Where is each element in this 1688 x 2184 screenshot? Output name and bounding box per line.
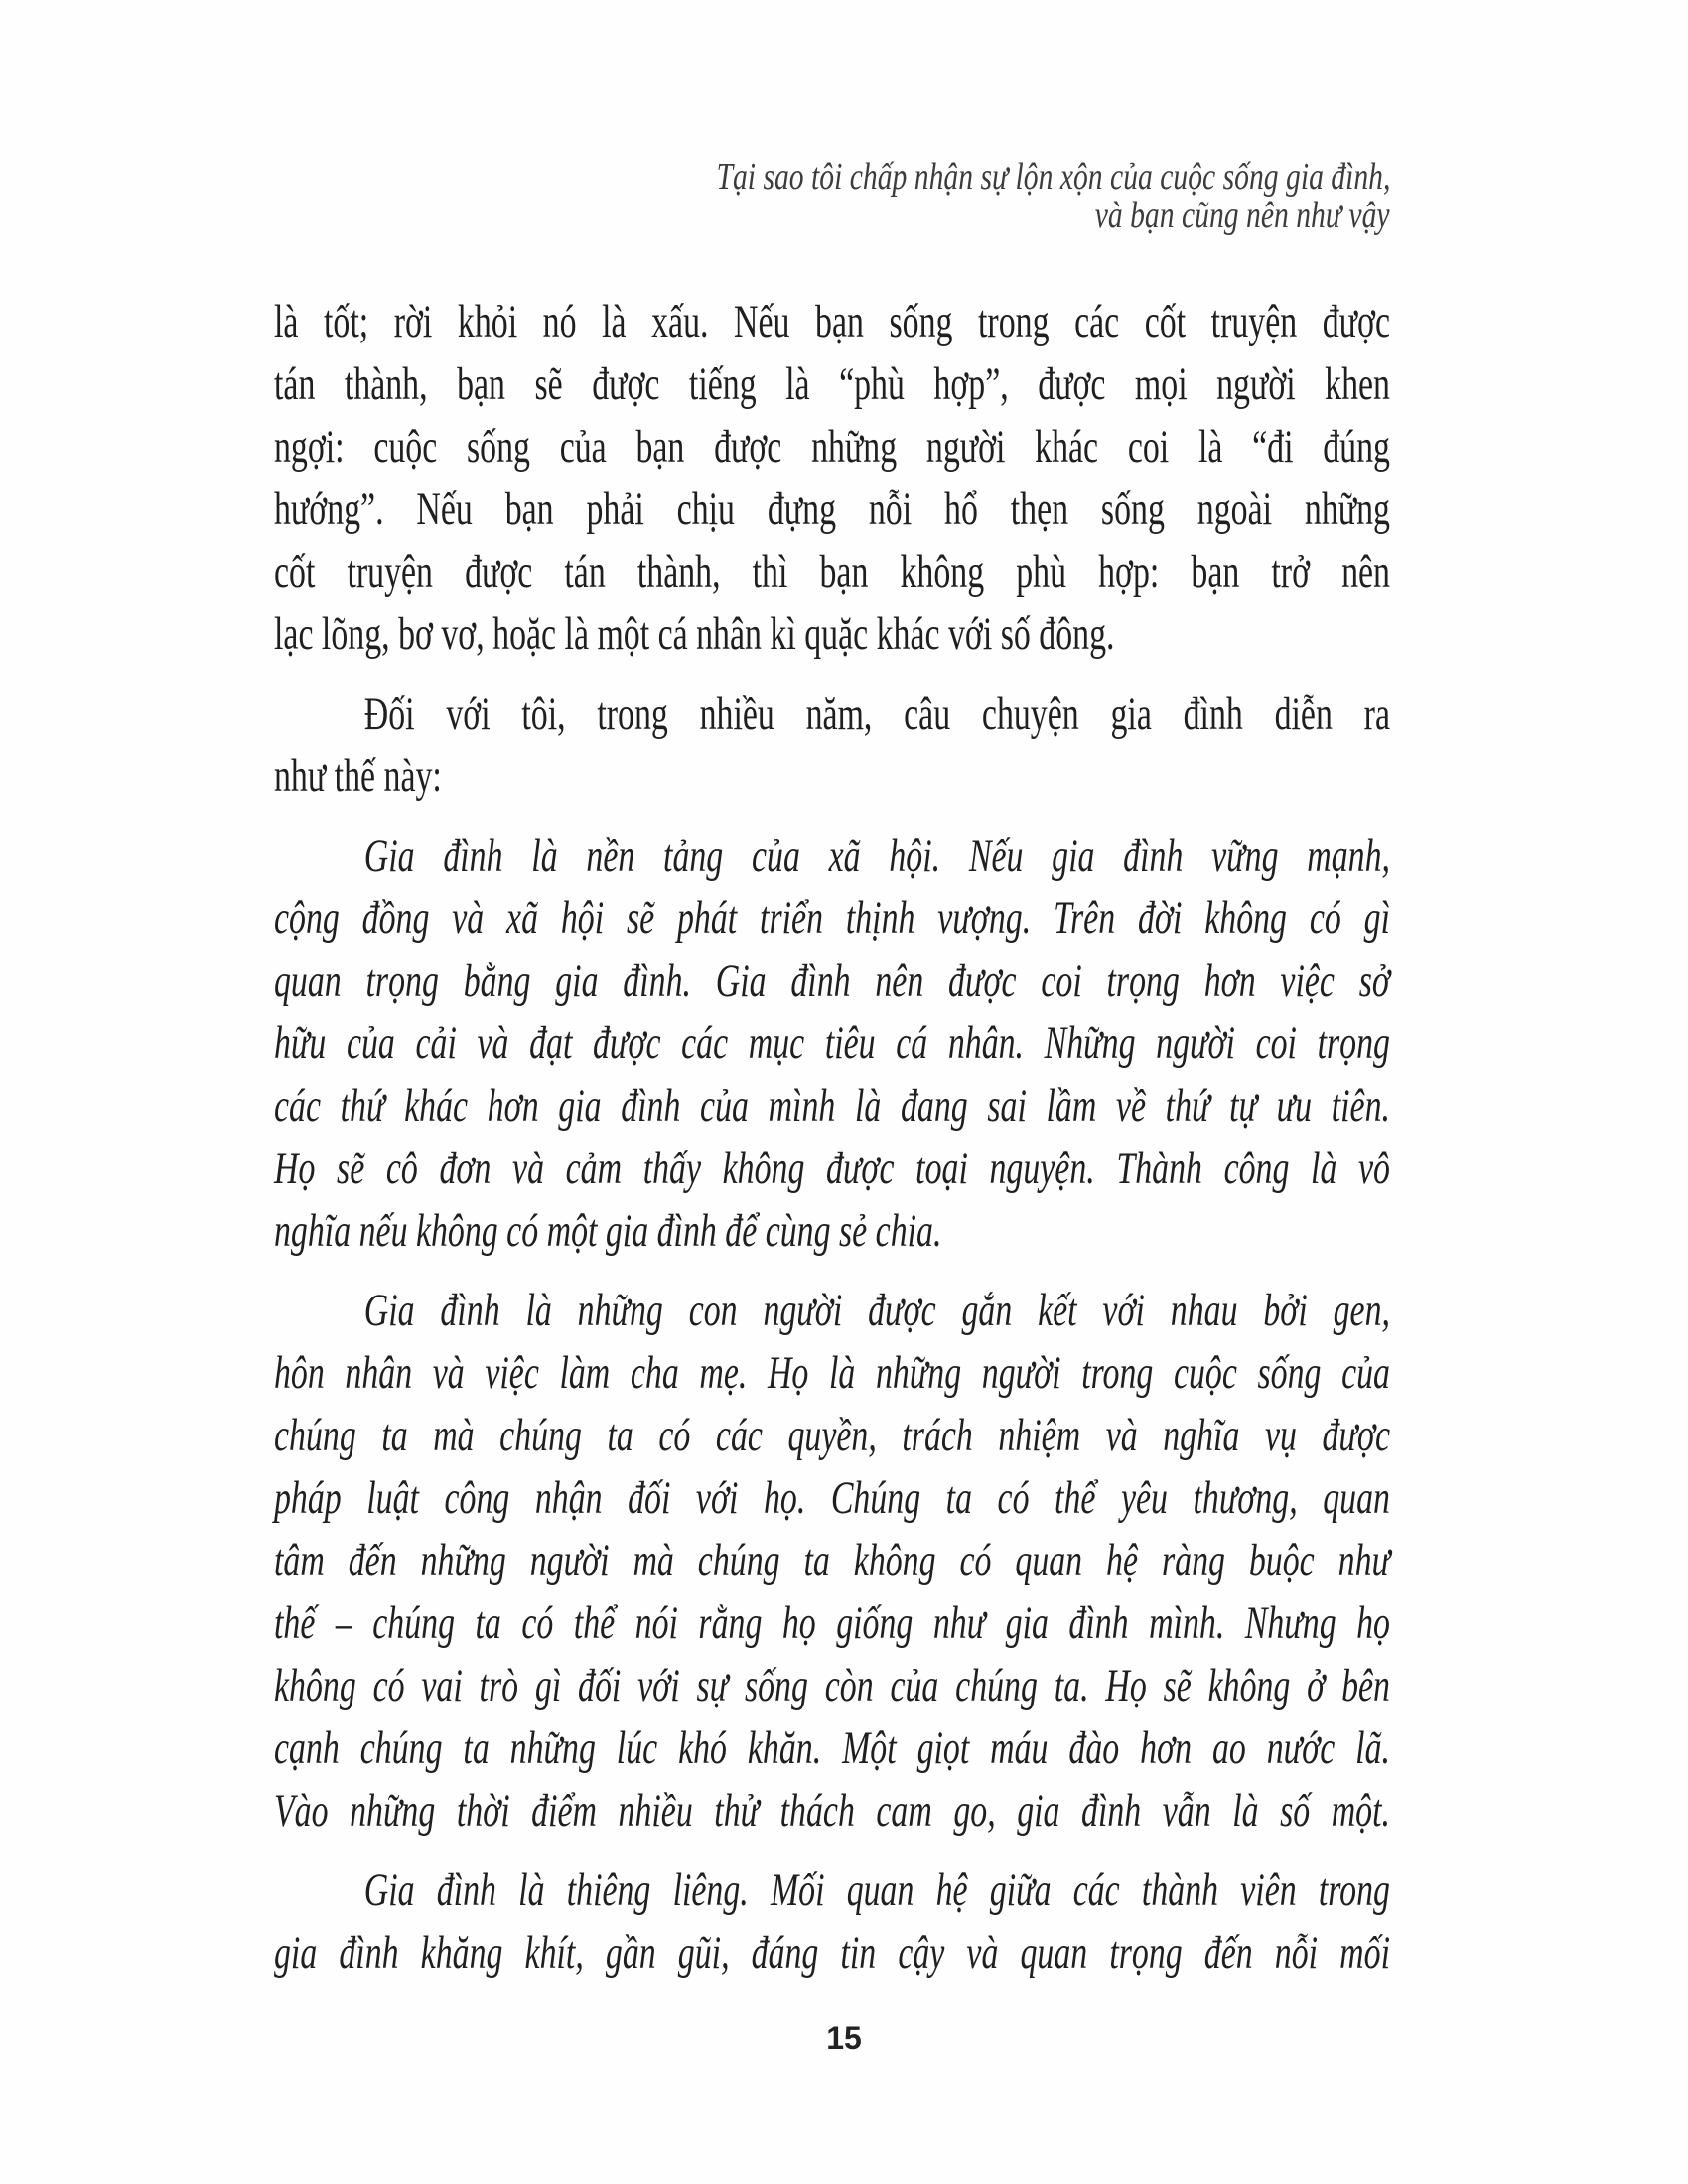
text-line: Gia đình là thiêng liêng. Mối quan hệ giữa các thành viên trong bbox=[363, 1864, 1390, 1916]
running-header-line-2: và bạn cũng nên như vậy bbox=[1095, 195, 1390, 236]
paragraph-1 bbox=[274, 291, 1390, 666]
paragraph-2 bbox=[274, 683, 1390, 808]
text-line: gia đình khăng khít, gần gũi, đáng tin cậy và quan trọng đến nỗi mối bbox=[274, 1927, 1390, 1979]
text-line: hữu của cải và đạt được các mục tiêu cá nhân. Những người coi trọng bbox=[274, 1018, 1390, 1069]
text-line: lạc lõng, bơ vơ, hoặc là một cá nhân kì quặc khác với số đông. bbox=[274, 609, 1115, 660]
text-line: Gia đình là nền tảng của xã hội. Nếu gia đình vững mạnh, bbox=[363, 830, 1390, 882]
text-line: Vào những thời điểm nhiều thử thách cam go, gia đình vẫn là số một. bbox=[274, 1785, 1390, 1837]
text-line: Đối với tôi, trong nhiều năm, câu chuyện gia đình diễn ra bbox=[363, 688, 1390, 740]
paragraph-3 bbox=[274, 825, 1390, 1263]
text-line: tán thành, bạn sẽ được tiếng là “phù hợp”, được mọi người khen bbox=[274, 358, 1390, 410]
text-line: chúng ta mà chúng ta có các quyền, trách nhiệm và nghĩa vụ được bbox=[274, 1410, 1390, 1461]
text-line: là tốt; rời khỏi nó là xấu. Nếu bạn sống trong các cốt truyện được bbox=[274, 296, 1390, 347]
running-header bbox=[526, 158, 1390, 235]
text-line: quan trọng bằng gia đình. Gia đình nên được coi trọng hơn việc sở bbox=[274, 955, 1390, 1007]
text-line: không có vai trò gì đối với sự sống còn của chúng ta. Họ sẽ không ở bên bbox=[274, 1660, 1390, 1711]
text-line: Họ sẽ cô đơn và cảm thấy không được toại nguyện. Thành công là vô bbox=[274, 1143, 1390, 1194]
text-line: hướng”. Nếu bạn phải chịu đựng nỗi hổ thẹn sống ngoài những bbox=[274, 483, 1390, 535]
page-number: 15 bbox=[826, 2020, 862, 2056]
text-line: ngợi: cuộc sống của bạn được những người khác coi là “đi đúng bbox=[274, 421, 1390, 473]
text-line: cốt truyện được tán thành, thì bạn không phù hợp: bạn trở nên bbox=[274, 546, 1390, 598]
text-line: nghĩa nếu không có một gia đình để cùng sẻ chia. bbox=[274, 1205, 942, 1257]
text-line: như thế này: bbox=[274, 751, 442, 802]
text-line: pháp luật công nhận đối với họ. Chúng ta có thể yêu thương, quan bbox=[274, 1472, 1390, 1524]
paragraph-4 bbox=[274, 1280, 1390, 1843]
paragraph-5 bbox=[274, 1859, 1390, 1984]
text-line: cộng đồng và xã hội sẽ phát triển thịnh vượng. Trên đời không có gì bbox=[274, 892, 1390, 944]
running-header-line-1: Tại sao tôi chấp nhận sự lộn xộn của cuộc sống gia đình, bbox=[716, 156, 1390, 198]
text-line: cạnh chúng ta những lúc khó khăn. Một giọt máu đào hơn ao nước lã. bbox=[274, 1722, 1390, 1774]
text-line: các thứ khác hơn gia đình của mình là đang sai lầm về thứ tự ưu tiên. bbox=[274, 1080, 1390, 1132]
text-line: thế – chúng ta có thể nói rằng họ giống như gia đình mình. Nhưng họ bbox=[274, 1597, 1390, 1649]
text-line: tâm đến những người mà chúng ta không có quan hệ ràng buộc như bbox=[274, 1535, 1390, 1586]
text-line: hôn nhân và việc làm cha mẹ. Họ là những người trong cuộc sống của bbox=[274, 1347, 1390, 1399]
body-text bbox=[274, 291, 1390, 1984]
text-line: Gia đình là những con người được gắn kết với nhau bởi gen, bbox=[363, 1285, 1390, 1336]
